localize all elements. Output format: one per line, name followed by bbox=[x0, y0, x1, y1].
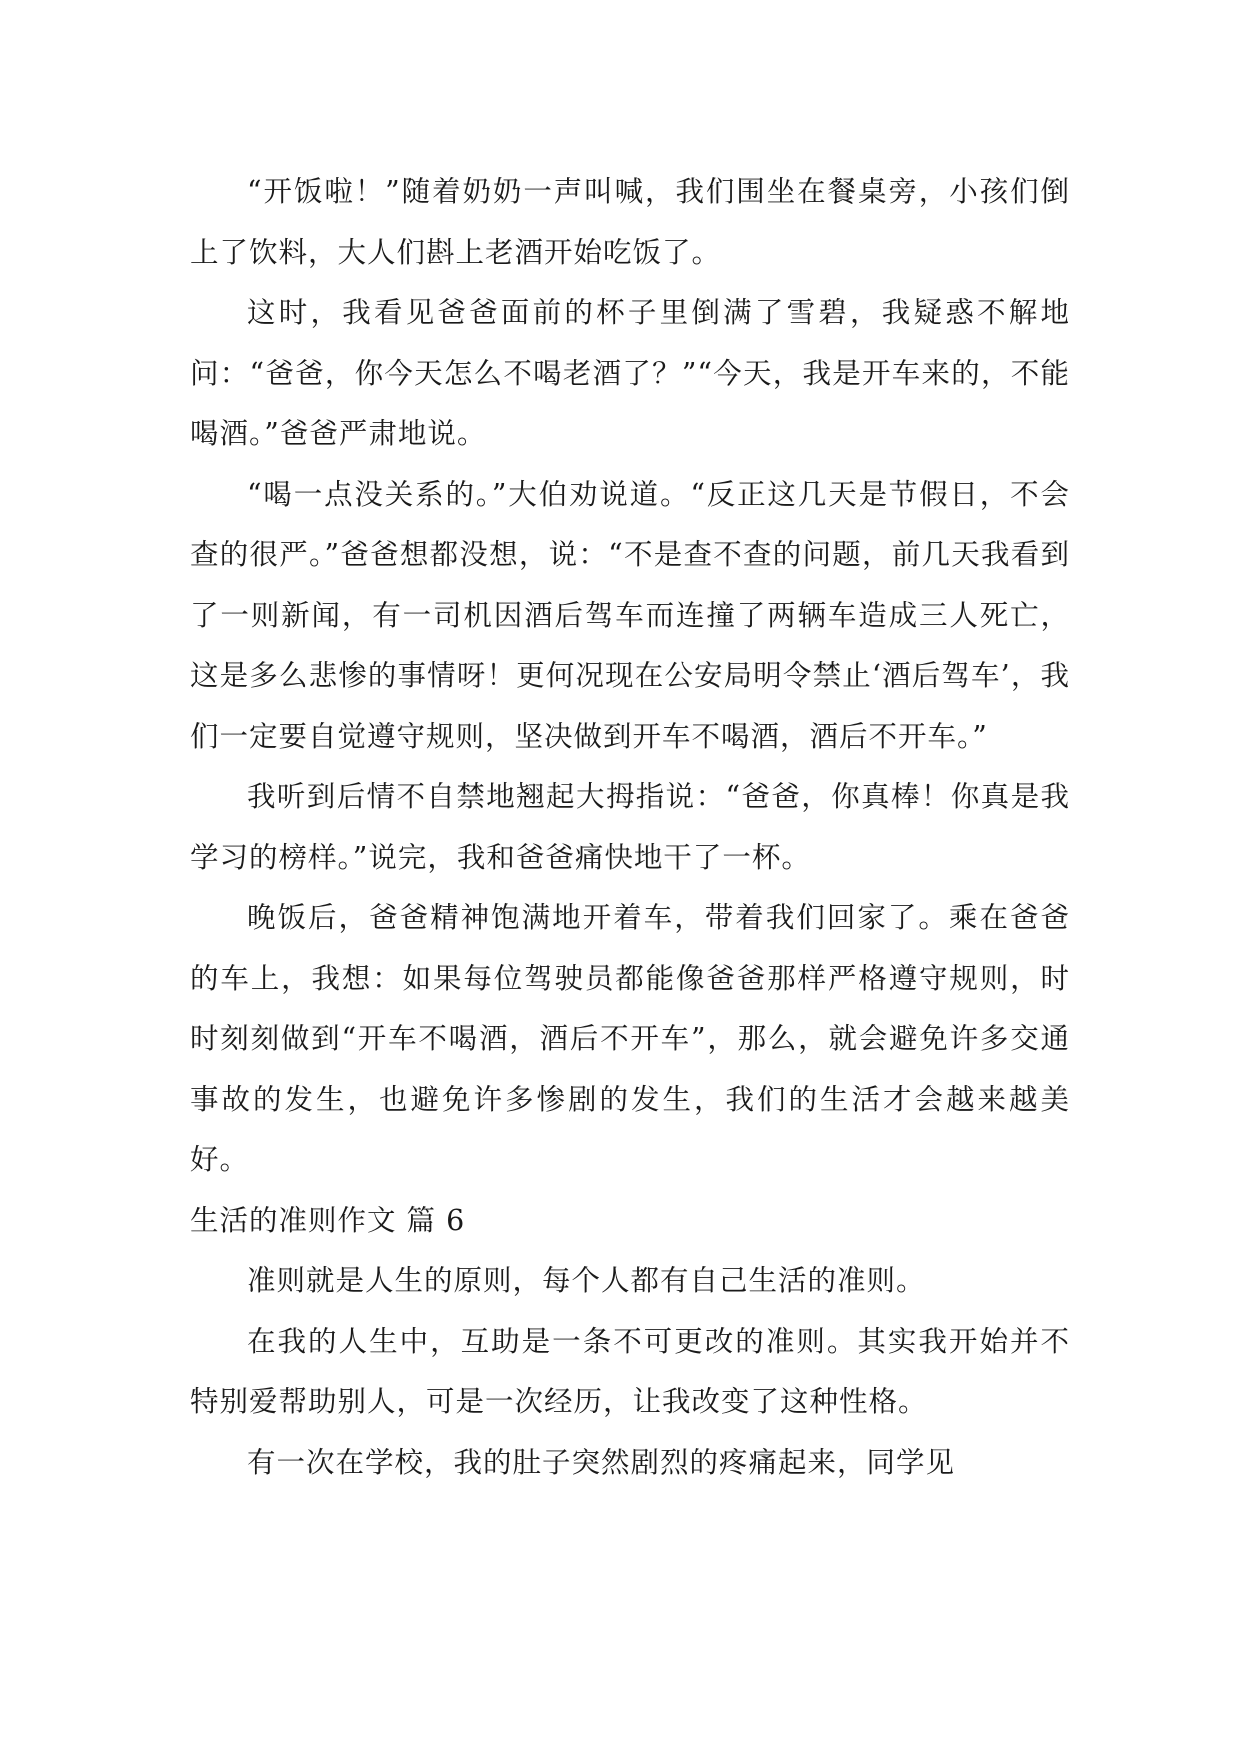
document-body bbox=[190, 162, 1070, 1493]
paragraph: 准则就是人生的原则，每个人都有自己生活的准则。 bbox=[247, 1264, 926, 1297]
paragraph: 在我的人生中，互助是一条不可更改的准则。其实我开始并不特别爱帮助别人，可是一次经历，让我改变了这种性格。 bbox=[190, 1324, 1070, 1418]
paragraph: 晚饭后，爸爸精神饱满地开着车，带着我们回家了。乘在爸爸的车上，我想：如果每位驾驶员都能像爸爸那样严格遵守规则，时时刻刻做到“开车不喝酒，酒后不开车”，那么，就会避免许多交通事故的发生，也避免许多惨剧的发生，我们的生活才会越来越美好。 bbox=[190, 901, 1070, 1176]
paragraph: 我听到后情不自禁地翘起大拇指说：“爸爸，你真棒！你真是我学习的榜样。”说完，我和爸爸痛快地干了一杯。 bbox=[190, 780, 1070, 874]
paragraph: 有一次在学校，我的肚子突然剧烈的疼痛起来，同学见 bbox=[247, 1445, 956, 1479]
paragraph: “开饭啦！”随着奶奶一声叫喊，我们围坐在餐桌旁，小孩们倒上了饮料，大人们斟上老酒开始吃饭了。 bbox=[190, 175, 1070, 269]
paragraph: 这时，我看见爸爸面前的杯子里倒满了雪碧，我疑惑不解地问：“爸爸，你今天怎么不喝老酒了？”“今天，我是开车来的，不能喝酒。”爸爸严肃地说。 bbox=[190, 296, 1070, 450]
section-heading: 生活的准则作文 篇 6 bbox=[190, 1203, 466, 1237]
paragraph: “喝一点没关系的。”大伯劝说道。“反正这几天是节假日，不会查的很严。”爸爸想都没想，说：“不是查不查的问题，前几天我看到了一则新闻，有一司机因酒后驾车而连撞了两辆车造成三人死亡，这是多么悲惨的事情呀！更何况现在公安局明令禁止‘酒后驾车’，我们一定要自觉遵守规则，坚决做到开车不喝酒，酒后不开车。” bbox=[190, 477, 1070, 753]
